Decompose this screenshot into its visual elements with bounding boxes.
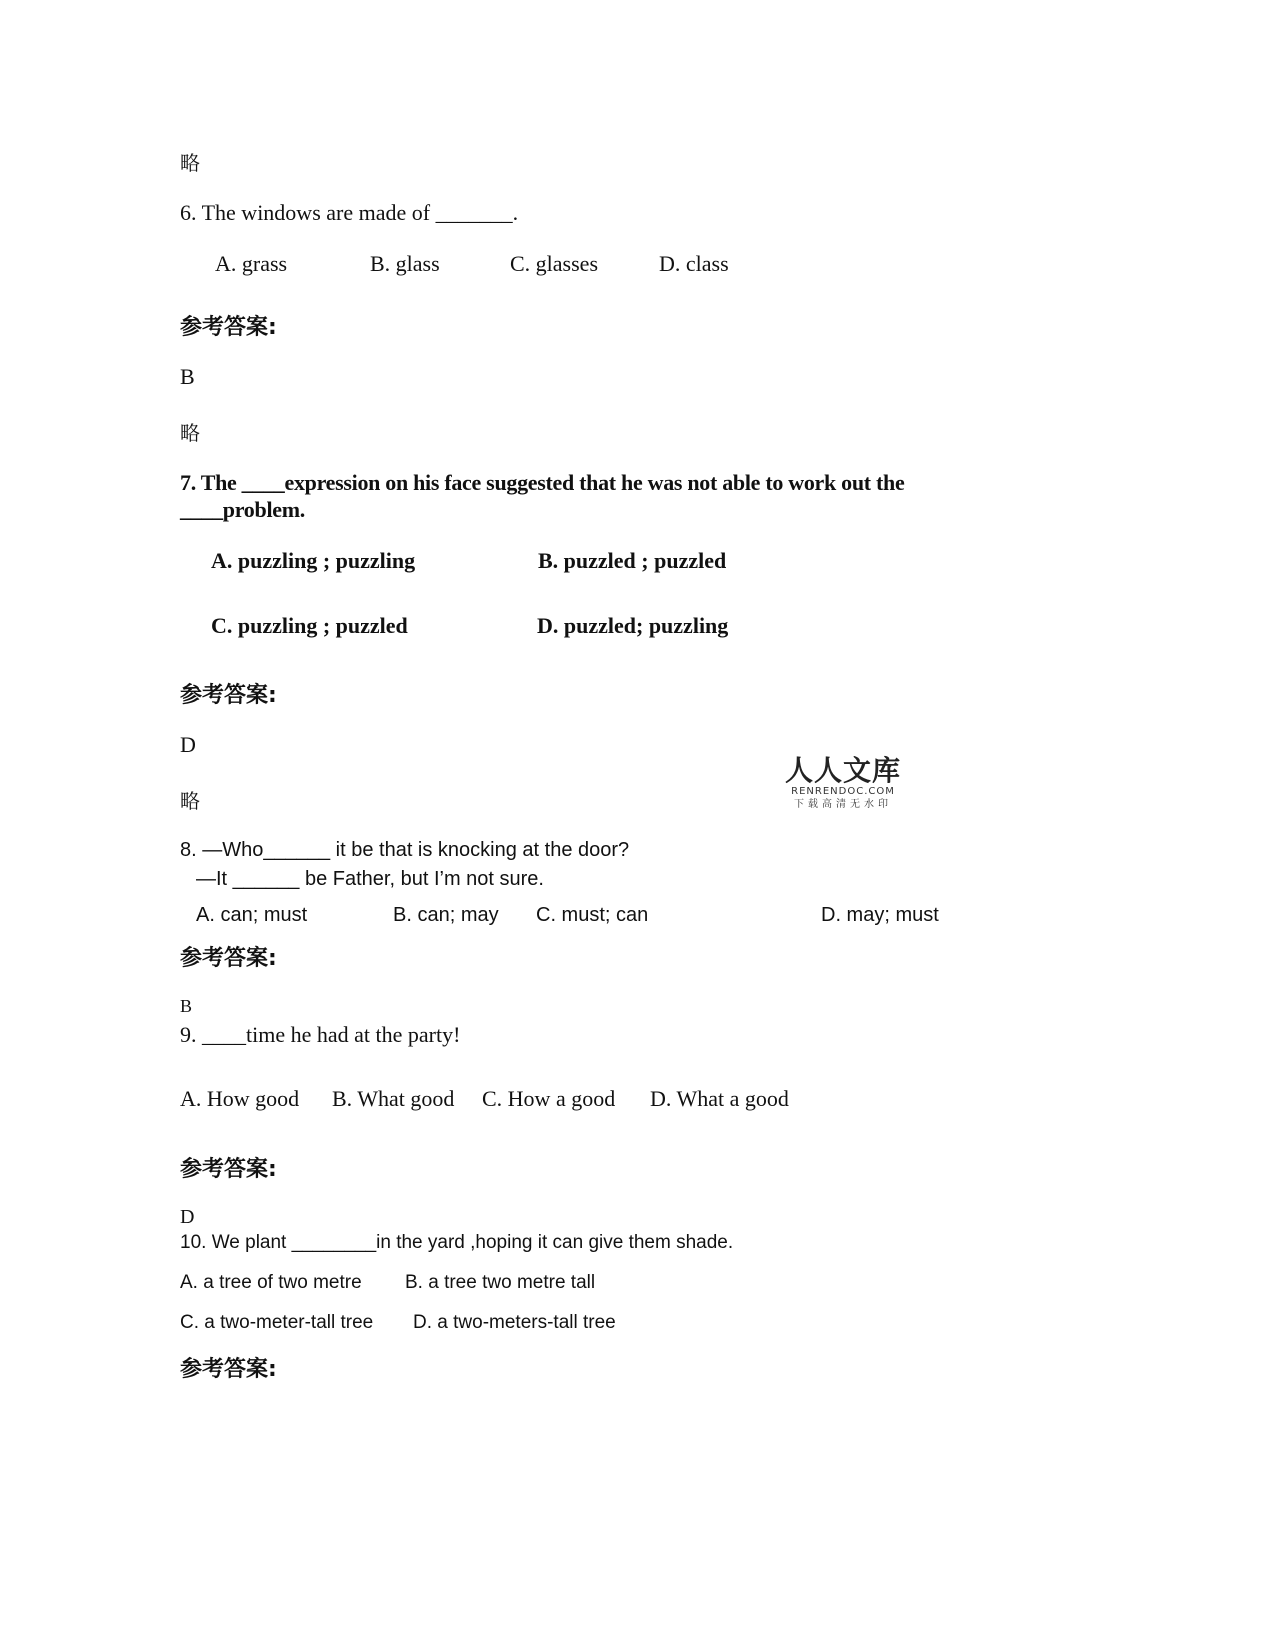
question-10-option-c: C. a two-meter-tall tree — [180, 1312, 374, 1333]
question-8-option-d: D. may; must — [821, 904, 939, 926]
question-10-option-d: D. a two-meters-tall tree — [413, 1312, 616, 1333]
question-9-option-c: C. How a good — [482, 1086, 616, 1111]
question-6-option-d: D. class — [659, 251, 729, 276]
question-8-stem-line-2: —It ______ be Father, but I’m not sure. — [196, 868, 544, 890]
question-7-option-a: A. puzzling ; puzzling — [211, 548, 416, 573]
question-7-stem-line-2: ____problem. — [180, 497, 305, 522]
question-6-option-a: A. grass — [215, 251, 288, 276]
question-9-option-b: B. What good — [332, 1086, 455, 1111]
question-7-option-b: B. puzzled ; puzzled — [538, 548, 727, 573]
question-9-stem: 9. ____time he had at the party! — [180, 1022, 461, 1047]
question-10-option-a: A. a tree of two metre — [180, 1272, 362, 1293]
question-10-answer-heading: 参考答案: — [180, 1357, 277, 1382]
question-9-option-a: A. How good — [180, 1086, 300, 1111]
question-6-stem: 6. The windows are made of _______. — [180, 200, 519, 225]
watermark-tagline: 下载高清无水印 — [794, 799, 892, 810]
question-9-answer: D — [180, 1206, 195, 1228]
question-6-answer-heading: 参考答案: — [180, 315, 277, 340]
question-6-answer: B — [180, 364, 195, 389]
question-9-option-d: D. What a good — [650, 1086, 789, 1111]
question-8-option-c: C. must; can — [536, 904, 649, 926]
question-7-answer-heading: 参考答案: — [180, 683, 277, 708]
question-7-stem-line-1: 7. The ____expression on his face suggested that he was not able to work out the — [180, 470, 905, 495]
question-8-option-b: B. can; may — [393, 904, 499, 926]
question-6-option-b: B. glass — [370, 251, 440, 276]
question-7-note: 略 — [180, 789, 200, 813]
question-10-stem: 10. We plant ________in the yard ,hoping it can give them shade. — [180, 1232, 734, 1253]
question-10-option-b: B. a tree two metre tall — [405, 1272, 596, 1293]
question-8-answer-heading: 参考答案: — [180, 946, 277, 971]
renrendoc-watermark — [778, 756, 908, 811]
question-7-option-d: D. puzzled; puzzling — [537, 613, 729, 638]
note-text: 略 — [180, 151, 200, 175]
question-7-option-c: C. puzzling ; puzzled — [211, 613, 408, 638]
question-9-answer-heading: 参考答案: — [180, 1157, 277, 1182]
question-6-option-c: C. glasses — [510, 251, 598, 276]
question-6-note: 略 — [180, 421, 200, 445]
watermark-url: RENRENDOC.COM — [791, 786, 895, 797]
watermark-logo: 人人文库 — [784, 754, 901, 787]
question-8-stem-line-1: 8. —Who______ it be that is knocking at the door? — [180, 839, 630, 861]
question-7-answer: D — [180, 732, 196, 757]
question-8-answer: B — [180, 996, 193, 1016]
question-8-option-a: A. can; must — [196, 904, 308, 926]
